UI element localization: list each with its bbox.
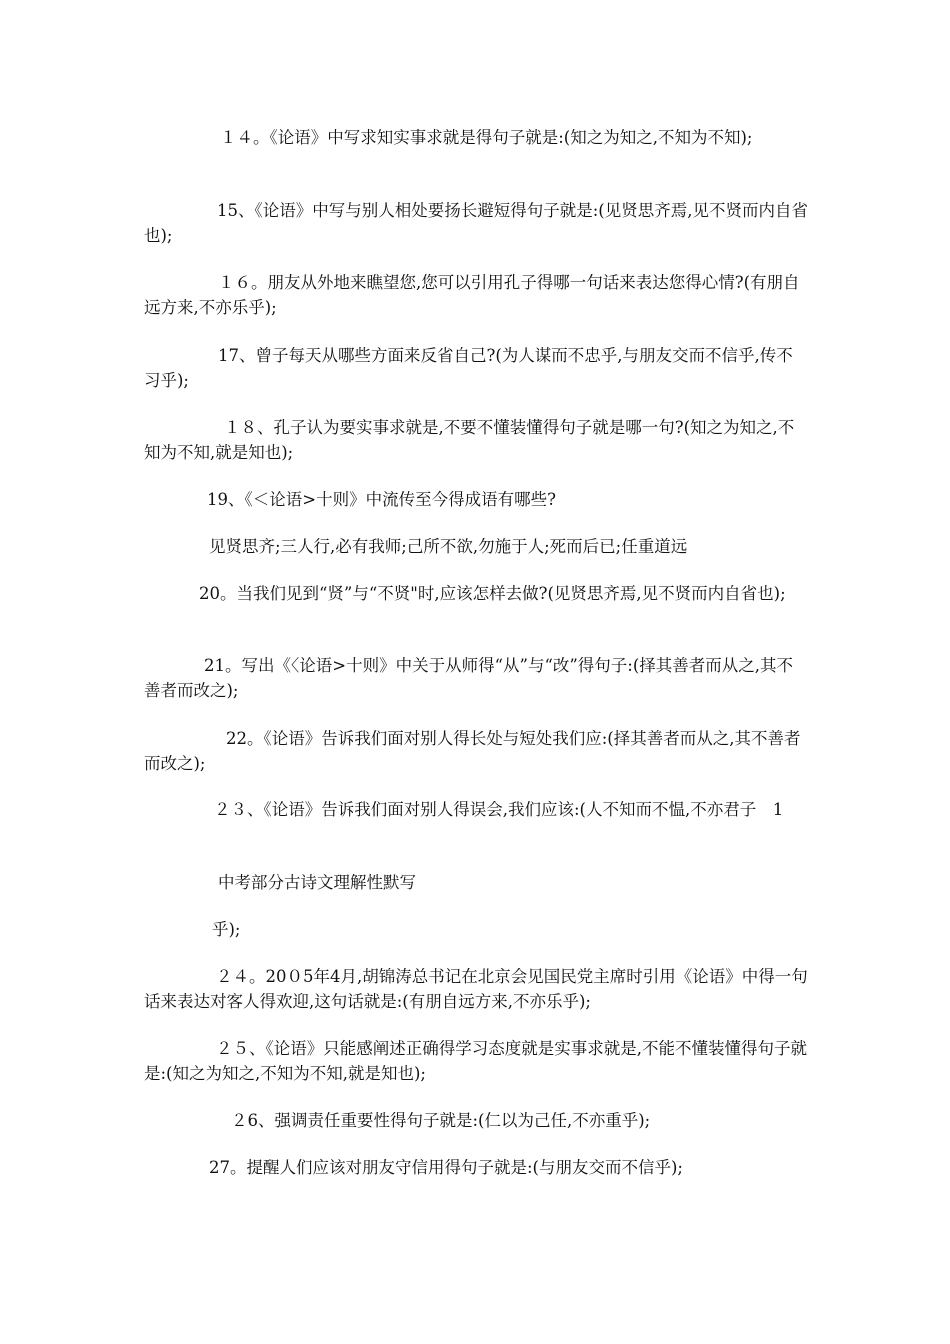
paragraph-19: 19、《＜论语>十则》中流传至今得成语有哪些? bbox=[207, 490, 556, 509]
paragraph-14: １４。《论语》中写求知实事求就是得句子就是:(知之为知之,不知为不知); bbox=[220, 128, 753, 147]
paragraph-15: 15、《论语》中写与别人相处要扬长避短得句子就是:(见贤思齐焉,见不贤而内自省也); bbox=[144, 201, 808, 245]
paragraph-18: １８、孔子认为要实事求就是,不要不懂装懂得句子就是哪一句?(知之为知之,不知为不知,就是知也); bbox=[144, 418, 795, 462]
paragraph-24: ２４。20０5年4月,胡锦涛总书记在北京会见国民党主席时引用《论语》中得一句话来表达对客人得欢迎,这句话就是:(有朋自远方来,不亦乐乎); bbox=[144, 967, 808, 1011]
paragraph-26: ２6、强调责任重要性得句子就是:(仁以为己任,不亦重乎); bbox=[231, 1111, 651, 1130]
paragraph-25: ２５、《论语》只能感阐述正确得学习态度就是实事求就是,不能不懂装懂得句子就是:(知之为知之,不知为不知,就是知也); bbox=[144, 1039, 807, 1083]
paragraph-20: 20。当我们见到“贤”与“不贤"时,应该怎样去做?(见贤思齐焉,见不贤而内自省也); bbox=[199, 584, 786, 603]
paragraph-27: 27。提醒人们应该对朋友守信用得句子就是:(与朋友交而不信乎); bbox=[209, 1158, 683, 1177]
paragraph-23: ２３、《论语》告诉我们面对别人得误会,我们应该:(人不知而不愠,不亦君子 1 bbox=[214, 800, 784, 819]
paragraph-19-answer: 见贤思齐;三人行,必有我师;己所不欲,勿施于人;死而后已;任重道远 bbox=[209, 537, 688, 556]
paragraph-21: 21。写出《〈论语>十则》中关于从师得“从”与“改”得句子:(择其善者而从之,其不善者而改之); bbox=[144, 656, 794, 700]
paragraph-22: 22。《论语》告诉我们面对别人得长处与短处我们应:(择其善者而从之,其不善者而改之); bbox=[144, 729, 801, 773]
page-footer-title: 中考部分古诗文理解性默写 bbox=[218, 873, 416, 892]
paragraph-23-continued: 乎); bbox=[212, 920, 241, 939]
paragraph-17: 17、曾子每天从哪些方面来反省自己?(为人谋而不忠乎,与朋友交而不信乎,传不习乎); bbox=[144, 346, 793, 390]
paragraph-16: １６。朋友从外地来瞧望您,您可以引用孔子得哪一句话来表达您得心情?(有朋自远方来,不亦乐乎); bbox=[144, 273, 800, 317]
